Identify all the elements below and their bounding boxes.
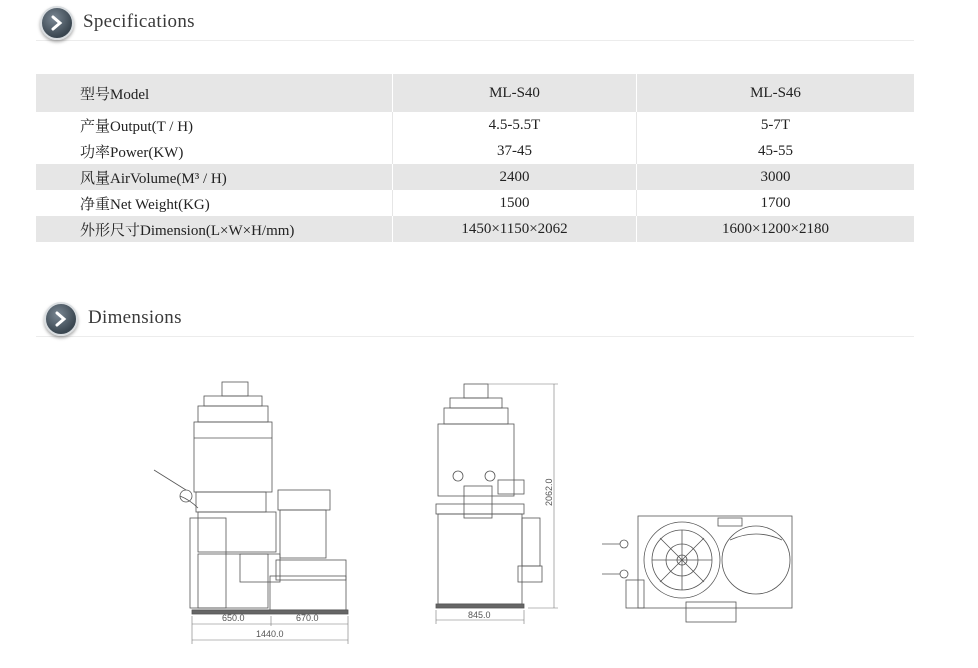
row-value-1: 1450×1150×2062	[393, 216, 637, 242]
row-value-1: 2400	[393, 164, 637, 190]
table-row	[36, 138, 914, 164]
table-row	[36, 112, 914, 138]
row-value-2: 3000	[637, 164, 915, 190]
row-label: 产量Output(T / H)	[80, 118, 194, 135]
header-model-1: ML-S40	[393, 74, 637, 112]
specifications-title: Specifications	[83, 11, 195, 32]
row-label: 功率Power(KW)	[80, 144, 184, 161]
row-value-2: 5-7T	[637, 112, 915, 138]
side-view-drawing	[420, 378, 570, 628]
chevron-right-icon	[44, 302, 78, 336]
front-dim-right-label: 670.0	[296, 613, 319, 623]
table-header-row	[36, 74, 914, 112]
row-value-1: 37-45	[393, 138, 637, 164]
front-dim-total-label: 1440.0	[256, 629, 284, 639]
row-value-2: 1600×1200×2180	[637, 216, 915, 242]
row-value-1: 1500	[393, 190, 637, 216]
dimensions-header	[36, 300, 914, 337]
table-row	[36, 164, 914, 190]
row-label: 风量AirVolume(M³ / H)	[36, 164, 393, 190]
row-label: 外形尺寸Dimension(L×W×H/mm)	[36, 216, 393, 242]
row-label: 净重Net Weight(KG)	[80, 196, 210, 213]
header-model-2: ML-S46	[637, 74, 915, 112]
table-row	[36, 190, 914, 216]
side-dim-height-label: 2062.0	[544, 478, 554, 506]
specifications-table	[36, 74, 914, 242]
front-view-drawing	[150, 378, 360, 648]
row-value-2: 45-55	[637, 138, 915, 164]
row-value-2: 1700	[637, 190, 915, 216]
dimensions-title: Dimensions	[88, 307, 182, 328]
side-dim-width-label: 845.0	[468, 610, 491, 620]
header-label: 型号Model	[36, 74, 393, 112]
chevron-right-icon	[40, 6, 74, 40]
top-view-drawing	[600, 510, 800, 630]
front-dim-left-label: 650.0	[222, 613, 245, 623]
row-value-1: 4.5-5.5T	[393, 112, 637, 138]
specifications-header	[36, 4, 914, 41]
table-row	[36, 216, 914, 242]
